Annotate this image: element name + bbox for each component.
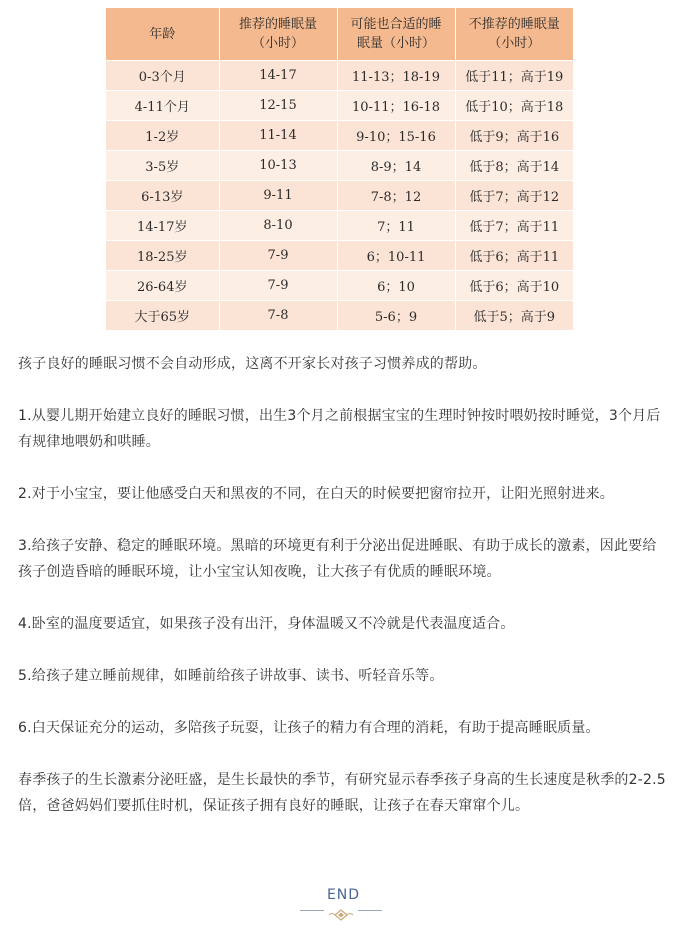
tip-4-paragraph: 4.卧室的温度要适宜，如果孩子没有出汗，身体温暖又不冷就是代表温度适合。 bbox=[18, 616, 515, 632]
cell-may-be-appropriate: 10-11；16-18 bbox=[337, 91, 455, 121]
table-header bbox=[106, 8, 573, 61]
cell-recommended: 7-9 bbox=[219, 271, 337, 301]
end-marker bbox=[0, 884, 687, 906]
cell-not-recommended: 低于6；高于10 bbox=[455, 271, 573, 301]
cell-may-be-appropriate: 5-6；9 bbox=[337, 301, 455, 331]
table-body bbox=[106, 61, 573, 331]
cell-recommended: 7-9 bbox=[219, 241, 337, 271]
table-row bbox=[106, 301, 573, 331]
table-row bbox=[106, 91, 573, 121]
cell-not-recommended: 低于10；高于18 bbox=[455, 91, 573, 121]
table-row bbox=[106, 241, 573, 271]
cell-age: 26-64岁 bbox=[106, 271, 219, 301]
table-header-row bbox=[106, 8, 573, 61]
table-row bbox=[106, 181, 573, 211]
article-body bbox=[18, 351, 670, 845]
header-age: 年龄 bbox=[106, 8, 219, 61]
cell-recommended: 14-17 bbox=[219, 61, 337, 91]
table-row bbox=[106, 61, 573, 91]
cell-not-recommended: 低于5；高于9 bbox=[455, 301, 573, 331]
cell-not-recommended: 低于6；高于11 bbox=[455, 241, 573, 271]
conclusion-paragraph: 春季孩子的生长激素分泌旺盛，是生长最快的季节，有研究显示春季孩子身高的生长速度是秋季的2-2.5倍，爸爸妈妈们要抓住时机，保证孩子拥有良好的睡眠，让孩子在春天窜窜个儿。 bbox=[18, 772, 666, 814]
table-row bbox=[106, 151, 573, 181]
cell-not-recommended: 低于9；高于16 bbox=[455, 121, 573, 151]
cell-recommended: 11-14 bbox=[219, 121, 337, 151]
cell-may-be-appropriate: 6；10-11 bbox=[337, 241, 455, 271]
tip-6-paragraph: 6.白天保证充分的运动，多陪孩子玩耍，让孩子的精力有合理的消耗，有助于提高睡眠质量。 bbox=[18, 720, 600, 736]
cell-may-be-appropriate: 8-9；14 bbox=[337, 151, 455, 181]
tip-3-paragraph: 3.给孩子安静、稳定的睡眠环境。黑暗的环境更有利于分泌出促进睡眠、有助于成长的激素，因此要给孩子创造昏暗的睡眠环境，让小宝宝认知夜晚，让大孩子有优质的睡眠环境。 bbox=[18, 538, 657, 580]
table-row bbox=[106, 271, 573, 301]
cell-age: 1-2岁 bbox=[106, 121, 219, 151]
cell-age: 大于65岁 bbox=[106, 301, 219, 331]
header-not-recommended: 不推荐的睡眠量 （小时） bbox=[455, 8, 573, 61]
header-may-be-appropriate: 可能也合适的睡 眠量（小时） bbox=[337, 8, 455, 61]
cell-recommended: 8-10 bbox=[219, 211, 337, 241]
cell-age: 18-25岁 bbox=[106, 241, 219, 271]
cell-recommended: 12-15 bbox=[219, 91, 337, 121]
cell-not-recommended: 低于8；高于14 bbox=[455, 151, 573, 181]
intro-paragraph: 孩子良好的睡眠习惯不会自动形成，这离不开家长对孩子习惯养成的帮助。 bbox=[18, 356, 487, 372]
diamond-ornament-icon bbox=[324, 906, 358, 918]
cell-recommended: 10-13 bbox=[219, 151, 337, 181]
end-label: END bbox=[326, 887, 361, 903]
header-recommended: 推荐的睡眠量 （小时） bbox=[219, 8, 337, 61]
cell-not-recommended: 低于11；高于19 bbox=[455, 61, 573, 91]
cell-recommended: 9-11 bbox=[219, 181, 337, 211]
cell-age: 6-13岁 bbox=[106, 181, 219, 211]
cell-may-be-appropriate: 7-8；12 bbox=[337, 181, 455, 211]
cell-age: 3-5岁 bbox=[106, 151, 219, 181]
cell-may-be-appropriate: 11-13；18-19 bbox=[337, 61, 455, 91]
cell-age: 4-11个月 bbox=[106, 91, 219, 121]
cell-may-be-appropriate: 7；11 bbox=[337, 211, 455, 241]
table-row bbox=[106, 121, 573, 151]
cell-not-recommended: 低于7；高于11 bbox=[455, 211, 573, 241]
cell-age: 0-3个月 bbox=[106, 61, 219, 91]
tip-5-paragraph: 5.给孩子建立睡前规律，如睡前给孩子讲故事、读书、听轻音乐等。 bbox=[18, 668, 444, 684]
table-row bbox=[106, 211, 573, 241]
cell-may-be-appropriate: 9-10；15-16 bbox=[337, 121, 455, 151]
sleep-recommendation-table bbox=[106, 8, 573, 330]
tip-2-paragraph: 2.对于小宝宝，要让他感受白天和黑夜的不同，在白天的时候要把窗帘拉开，让阳光照射进来。 bbox=[18, 486, 614, 502]
tip-1-paragraph: 1.从婴儿期开始建立良好的睡眠习惯，出生3个月之前根据宝宝的生理时钟按时喂奶按时睡觉，3个月后有规律地喂奶和哄睡。 bbox=[18, 408, 661, 450]
cell-age: 14-17岁 bbox=[106, 211, 219, 241]
cell-may-be-appropriate: 6；10 bbox=[337, 271, 455, 301]
cell-not-recommended: 低于7；高于12 bbox=[455, 181, 573, 211]
cell-recommended: 7-8 bbox=[219, 301, 337, 331]
